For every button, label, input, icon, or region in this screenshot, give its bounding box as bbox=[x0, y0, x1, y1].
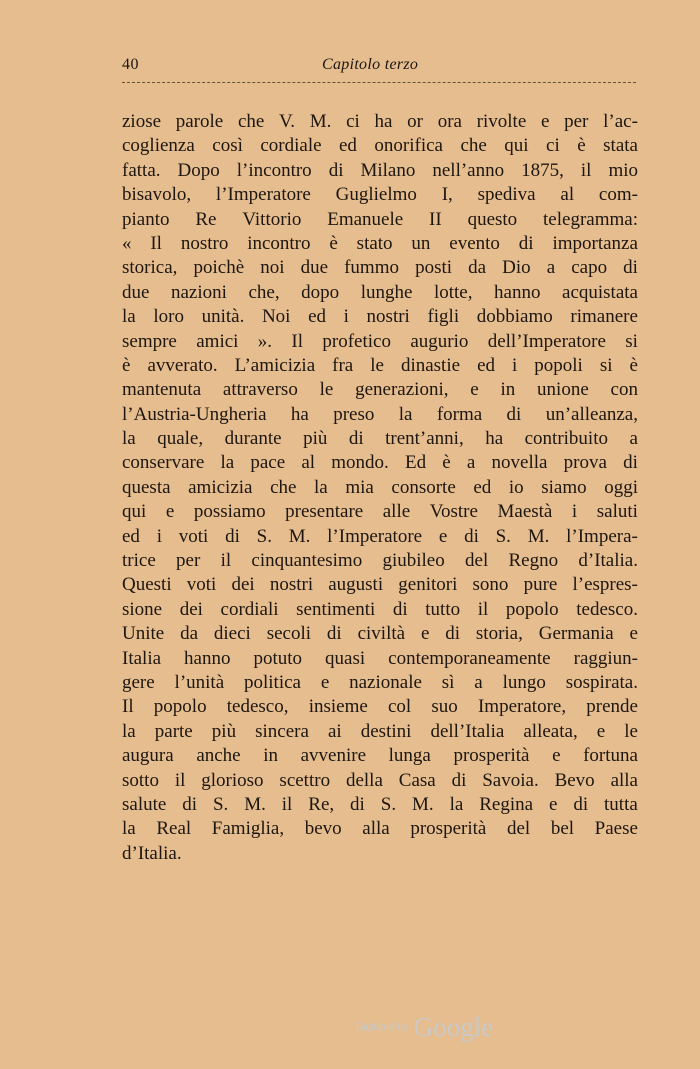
text-line: conservare la pace al mondo. Ed è a novella prova di bbox=[122, 452, 638, 474]
text-line: gere l’unità politica e nazionale sì a lungo sospirata. bbox=[122, 671, 638, 693]
text-line: due nazioni che, dopo lunghe lotte, hanno acquistata bbox=[122, 281, 638, 303]
text-line: d’Italia. bbox=[122, 842, 182, 864]
running-head: Capitolo terzo bbox=[322, 56, 419, 73]
text-line: ed i voti di S. M. l’Imperatore e di S. M. l’Impera- bbox=[122, 525, 638, 547]
text-line: trice per il cinquantesimo giubileo del Regno d’Italia. bbox=[122, 550, 638, 572]
text-line: Italia hanno potuto quasi contemporaneamente raggiun- bbox=[122, 647, 638, 669]
text-line: qui e possiamo presentare alle Vostre Maestà i saluti bbox=[122, 501, 638, 523]
text-line: sotto il glorioso scettro della Casa di Savoia. Bevo alla bbox=[122, 769, 638, 791]
text-line: la Real Famiglia, bevo alla prosperità del bel Paese bbox=[122, 818, 638, 840]
text-line: coglienza così cordiale ed onorifica che qui ci è stata bbox=[122, 135, 638, 157]
text-line: augura anche in avvenire lunga prosperità e fortuna bbox=[122, 745, 638, 767]
page-number: 40 bbox=[122, 56, 139, 73]
text-line: Questi voti dei nostri augusti genitori sono pure l’espres- bbox=[122, 574, 638, 596]
text-line: pianto Re Vittorio Emanuele II questo telegramma: bbox=[122, 208, 638, 230]
text-line: salute di S. M. il Re, di S. M. la Regina e di tutta bbox=[122, 793, 638, 815]
text-line: è avverato. L’amicizia fra le dinastie ed i popoli si è bbox=[122, 354, 638, 376]
text-line: sempre amici ». Il profetico augurio dell’Imperatore si bbox=[122, 330, 638, 352]
text-line: Il popolo tedesco, insieme col suo Imperatore, prende bbox=[122, 696, 638, 718]
text-line: sione dei cordiali sentimenti di tutto il popolo tedesco. bbox=[122, 598, 638, 620]
watermark-prefix: Digitized by bbox=[356, 1022, 408, 1033]
text-line: bisavolo, l’Imperatore Guglielmo I, spediva al com- bbox=[122, 184, 638, 206]
text-line: ziose parole che V. M. ci ha or ora rivolte e per l’ac- bbox=[122, 111, 638, 132]
text-line: fatta. Dopo l’incontro di Milano nell’anno 1875, il mio bbox=[122, 159, 638, 181]
google-logo: Google bbox=[413, 1012, 494, 1042]
text-line: questa amicizia che la mia consorte ed io siamo oggi bbox=[122, 476, 638, 498]
text-line: la quale, durante più di trent’anni, ha contribuito a bbox=[122, 428, 638, 450]
text-line: storica, poichè noi due fummo posti da Dio a capo di bbox=[122, 257, 638, 279]
header-rule bbox=[122, 82, 636, 83]
text-line: la loro unità. Noi ed i nostri figli dobbiamo rimanere bbox=[122, 306, 638, 328]
text-line: Unite da dieci secoli di civiltà e di storia, Germania e bbox=[122, 623, 638, 645]
text-line: l’Austria-Ungheria ha preso la forma di un’alleanza, bbox=[122, 403, 638, 425]
google-watermark bbox=[356, 1012, 493, 1043]
body-text bbox=[122, 110, 638, 866]
page-header bbox=[122, 56, 636, 78]
text-line: la parte più sincera ai destini dell’Italia alleata, e le bbox=[122, 720, 638, 742]
text-line: mantenuta attraverso le generazioni, e in unione con bbox=[122, 379, 638, 401]
text-line: « Il nostro incontro è stato un evento di importanza bbox=[122, 232, 638, 254]
